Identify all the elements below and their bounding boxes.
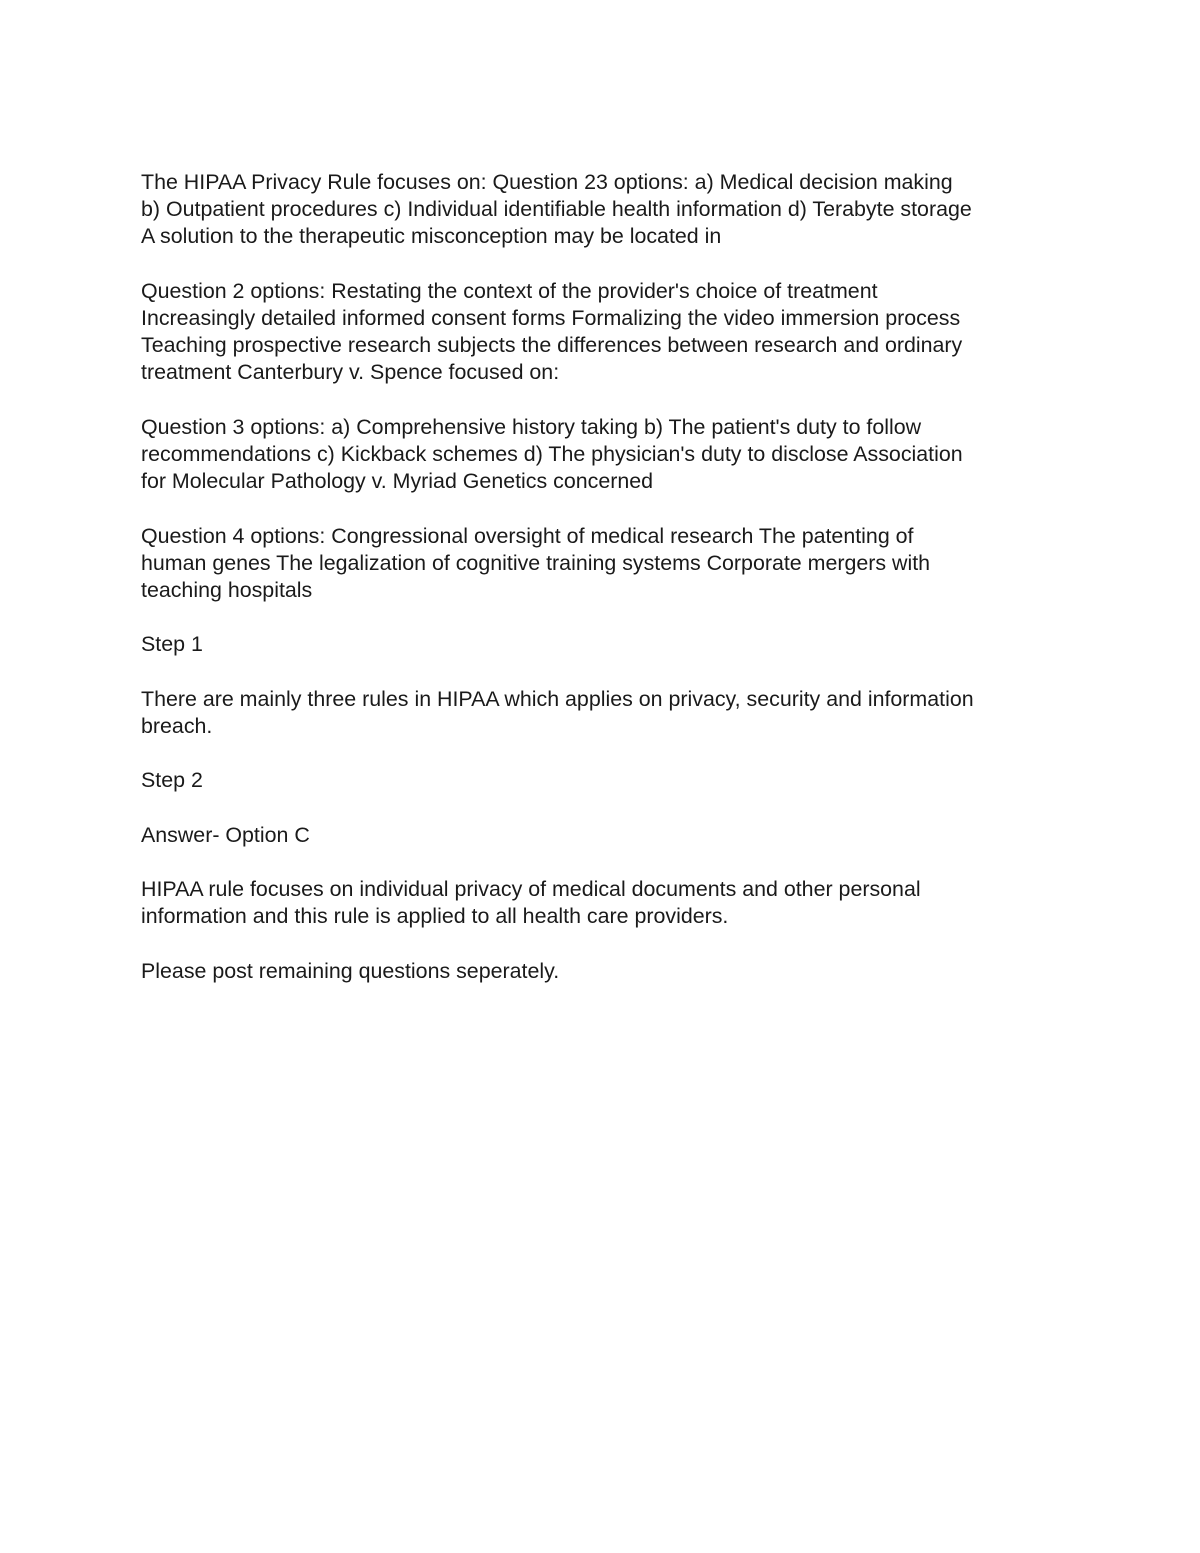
explanation-paragraph: HIPAA rule focuses on individual privacy of medical documents and other personal information and this rule is applied to all health care providers. bbox=[141, 877, 921, 929]
step-2-heading: Step 2 bbox=[141, 768, 203, 793]
answer-line: Answer- Option C bbox=[141, 822, 310, 847]
question-4-paragraph: Question 4 options: Congressional oversight of medical research The patenting of human genes The legalization of cognitive training systems Corporate mergers with teaching hospitals bbox=[141, 523, 931, 602]
document-body bbox=[141, 169, 1071, 1012]
question-2-paragraph: Question 2 options: Restating the context of the provider's choice of treatment Increasingly detailed informed consent forms Formalizing the video immersion process Teaching prospective research subjects the differences between research and ordinary treatment Canterbury v. Spence focused on: bbox=[141, 278, 963, 385]
question-3-paragraph: Question 3 options: a) Comprehensive history taking b) The patient's duty to follow recommendations c) Kickback schemes d) The physician's duty to disclose Association for Molecular Pathology v. Myriad Genetics concerned bbox=[141, 414, 963, 494]
question-23-paragraph: The HIPAA Privacy Rule focuses on: Question 23 options: a) Medical decision making b) Outpatient procedures c) Individual identifiable health information d) Terabyte storage A solution to the therapeutic misconception may be located in bbox=[141, 170, 972, 249]
closing-note: Please post remaining questions seperately. bbox=[141, 958, 560, 983]
step-1-heading: Step 1 bbox=[141, 632, 203, 657]
step-1-text: There are mainly three rules in HIPAA which applies on privacy, security and information breach. bbox=[141, 686, 974, 738]
